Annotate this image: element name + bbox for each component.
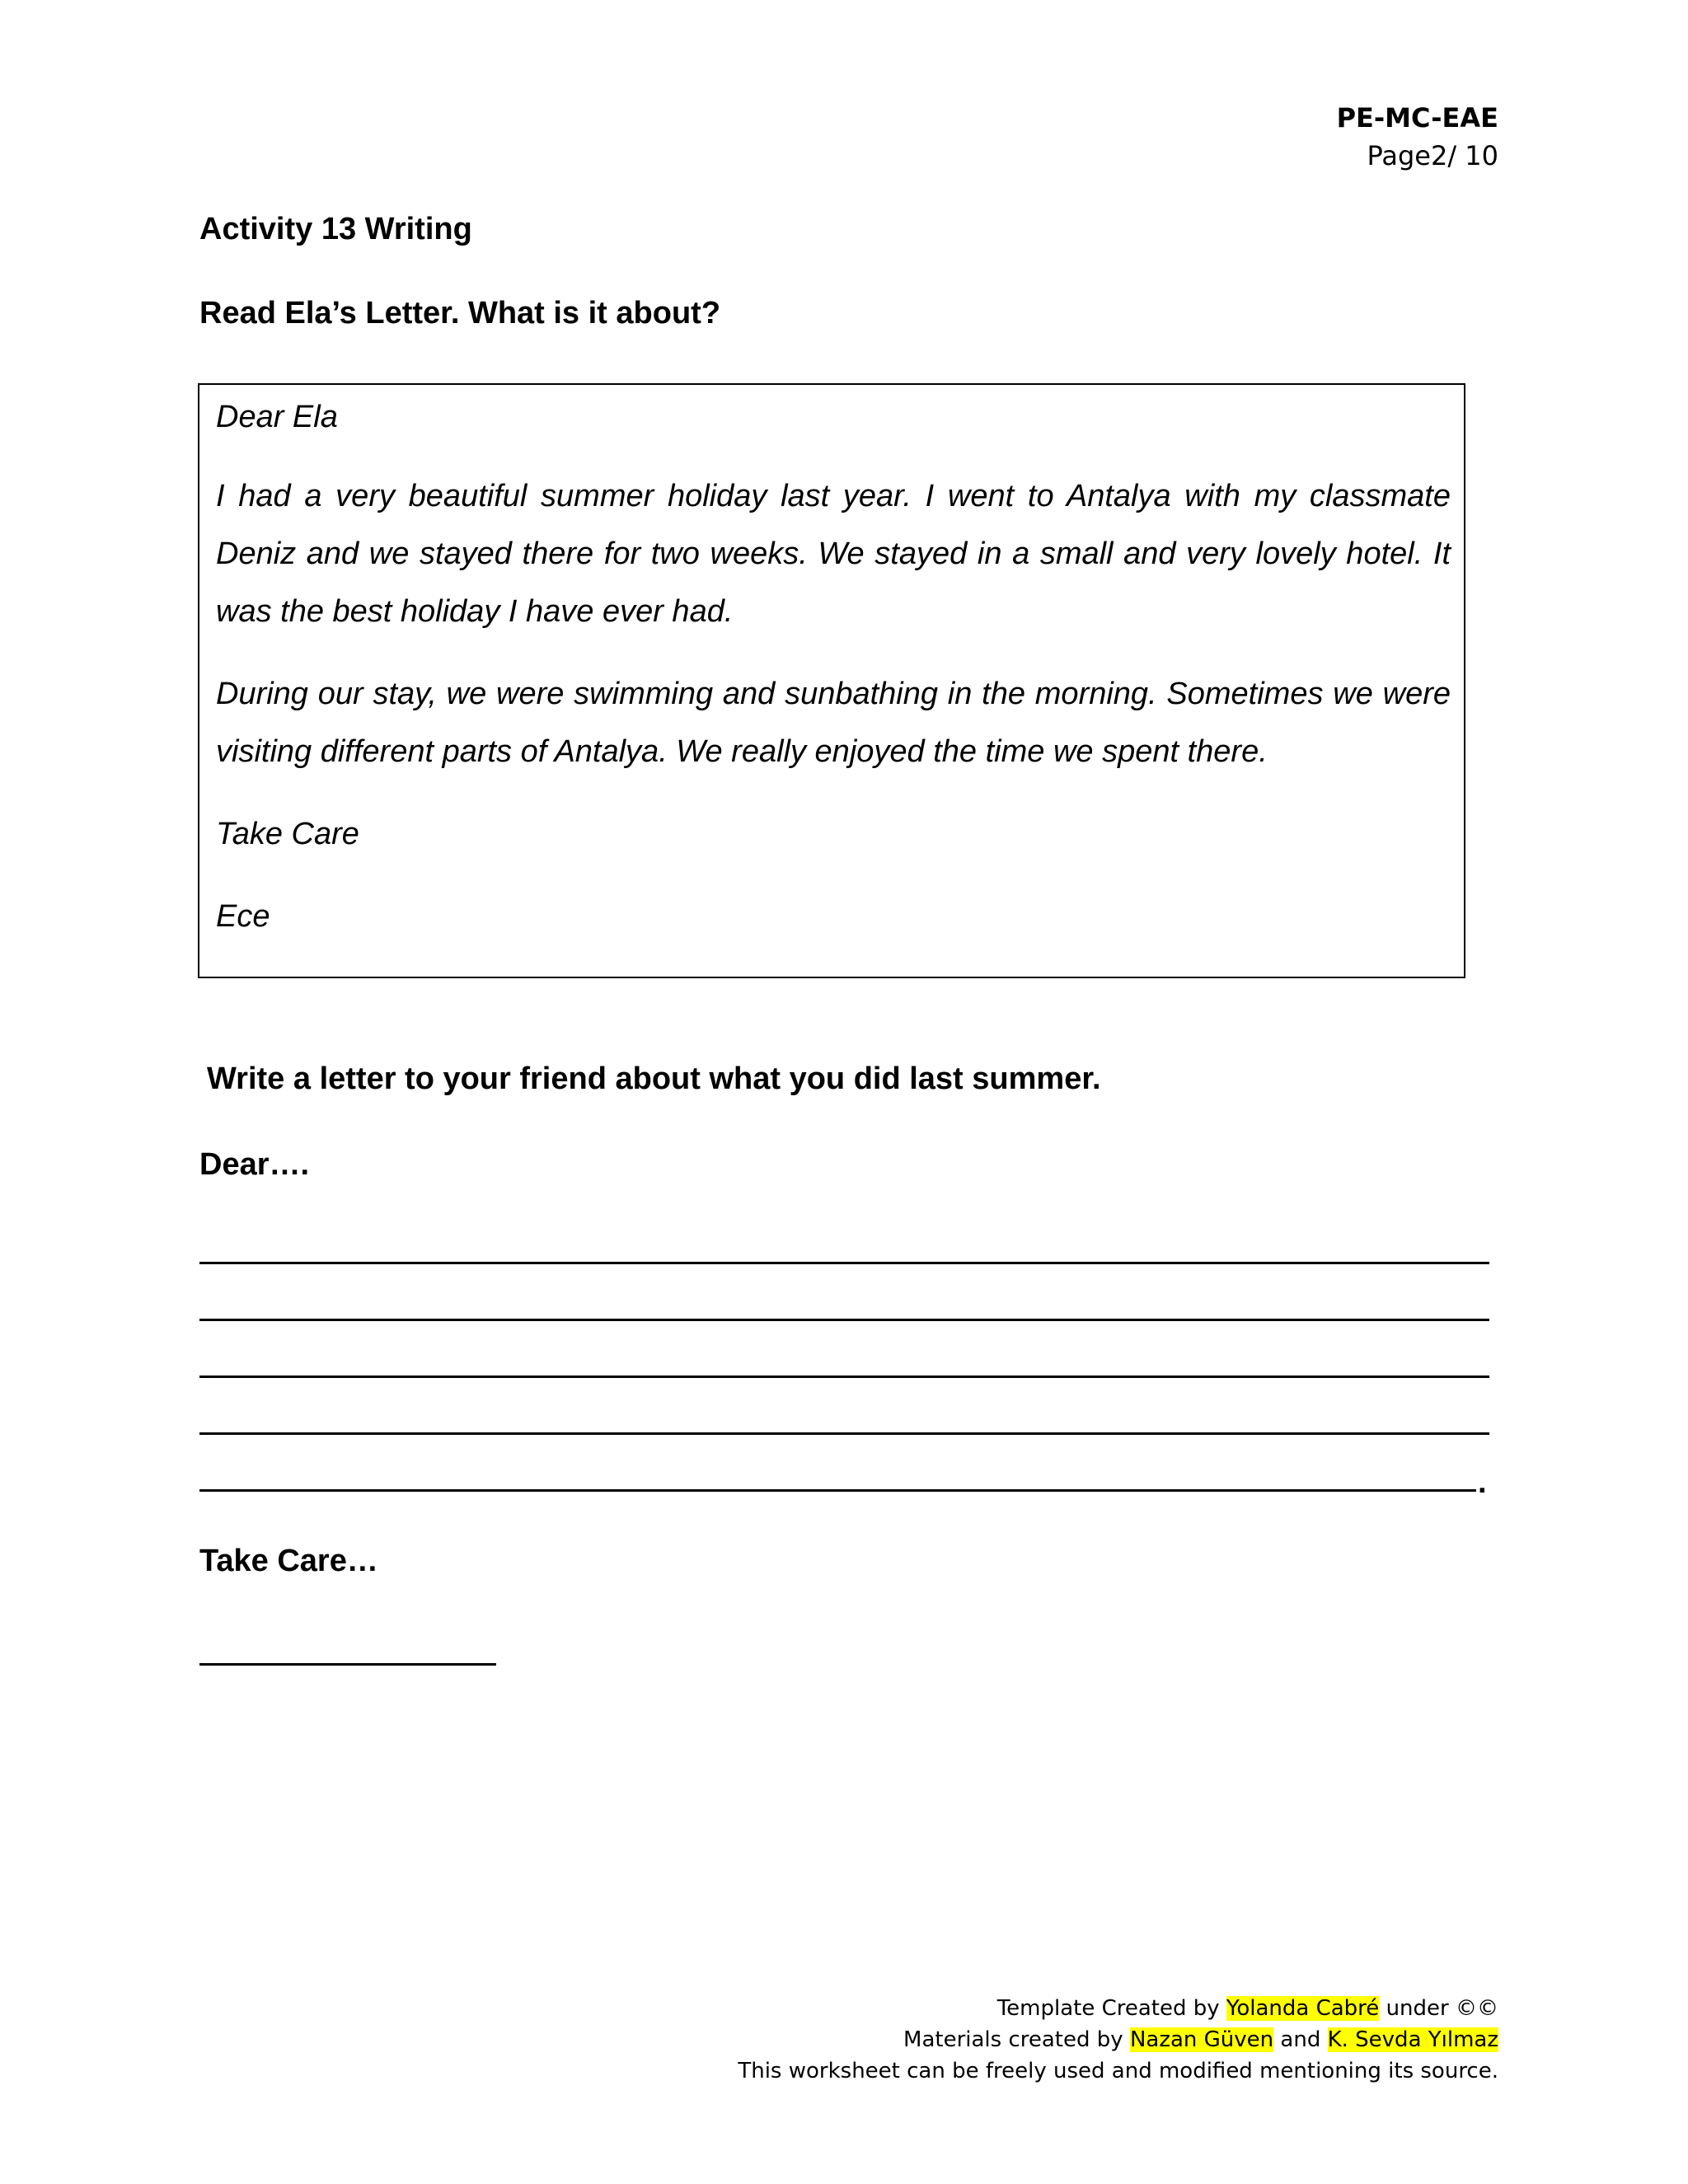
page-number: Page2/ 10	[1367, 140, 1498, 171]
template-credit	[738, 1993, 1498, 2024]
materials-credit	[738, 2024, 1498, 2055]
license-note: This worksheet can be freely used and modified mentioning its source.	[738, 2059, 1498, 2083]
letter-signature: Ece	[216, 899, 270, 934]
letter-greeting: Dear Ela	[216, 400, 338, 434]
letter-paragraph: During our stay, we were swimming and sunbathing in the morning. Sometimes we were visiting different parts of Antalya. We really enjoyed the time we spent there.	[216, 677, 1451, 769]
materials-author: K. Sevda Yılmaz	[1327, 2027, 1498, 2052]
writing-line[interactable]	[199, 1489, 1476, 1492]
template-credit-prefix: Template Created by	[996, 1996, 1226, 2021]
writing-line[interactable]	[199, 1432, 1489, 1435]
footer-credits	[738, 1993, 1498, 2087]
reading-instruction: Read Ela’s Letter. What is it about?	[199, 296, 721, 330]
writing-line[interactable]	[199, 1319, 1489, 1321]
writing-task-prompt: Write a letter to your friend about what you did last summer.	[207, 1062, 1101, 1096]
final-period: .	[1478, 1465, 1487, 1500]
materials-credit-and: and	[1273, 2027, 1328, 2052]
letter-closing: Take Care	[216, 817, 359, 851]
dear-prompt: Dear….	[199, 1147, 310, 1182]
sample-letter-box	[198, 383, 1465, 978]
template-credit-suffix: under ©©	[1379, 1996, 1498, 2021]
writing-line[interactable]	[199, 1262, 1489, 1264]
document-code: PE-MC-EAE	[1336, 102, 1498, 134]
materials-author: Nazan Güven	[1129, 2027, 1274, 2052]
activity-title: Activity 13 Writing	[199, 212, 472, 246]
take-care-prompt: Take Care…	[199, 1544, 378, 1578]
letter-paragraph: I had a very beautiful summer holiday last year. I went to Antalya with my classmate Deniz and we stayed there for two weeks. We stayed in a small and very lovely hotel. It was the best holiday I have ever had.	[216, 479, 1451, 629]
template-author: Yolanda Cabré	[1226, 1996, 1380, 2021]
signature-line[interactable]	[199, 1663, 496, 1666]
materials-credit-prefix: Materials created by	[903, 2027, 1130, 2052]
writing-line[interactable]	[199, 1376, 1489, 1378]
